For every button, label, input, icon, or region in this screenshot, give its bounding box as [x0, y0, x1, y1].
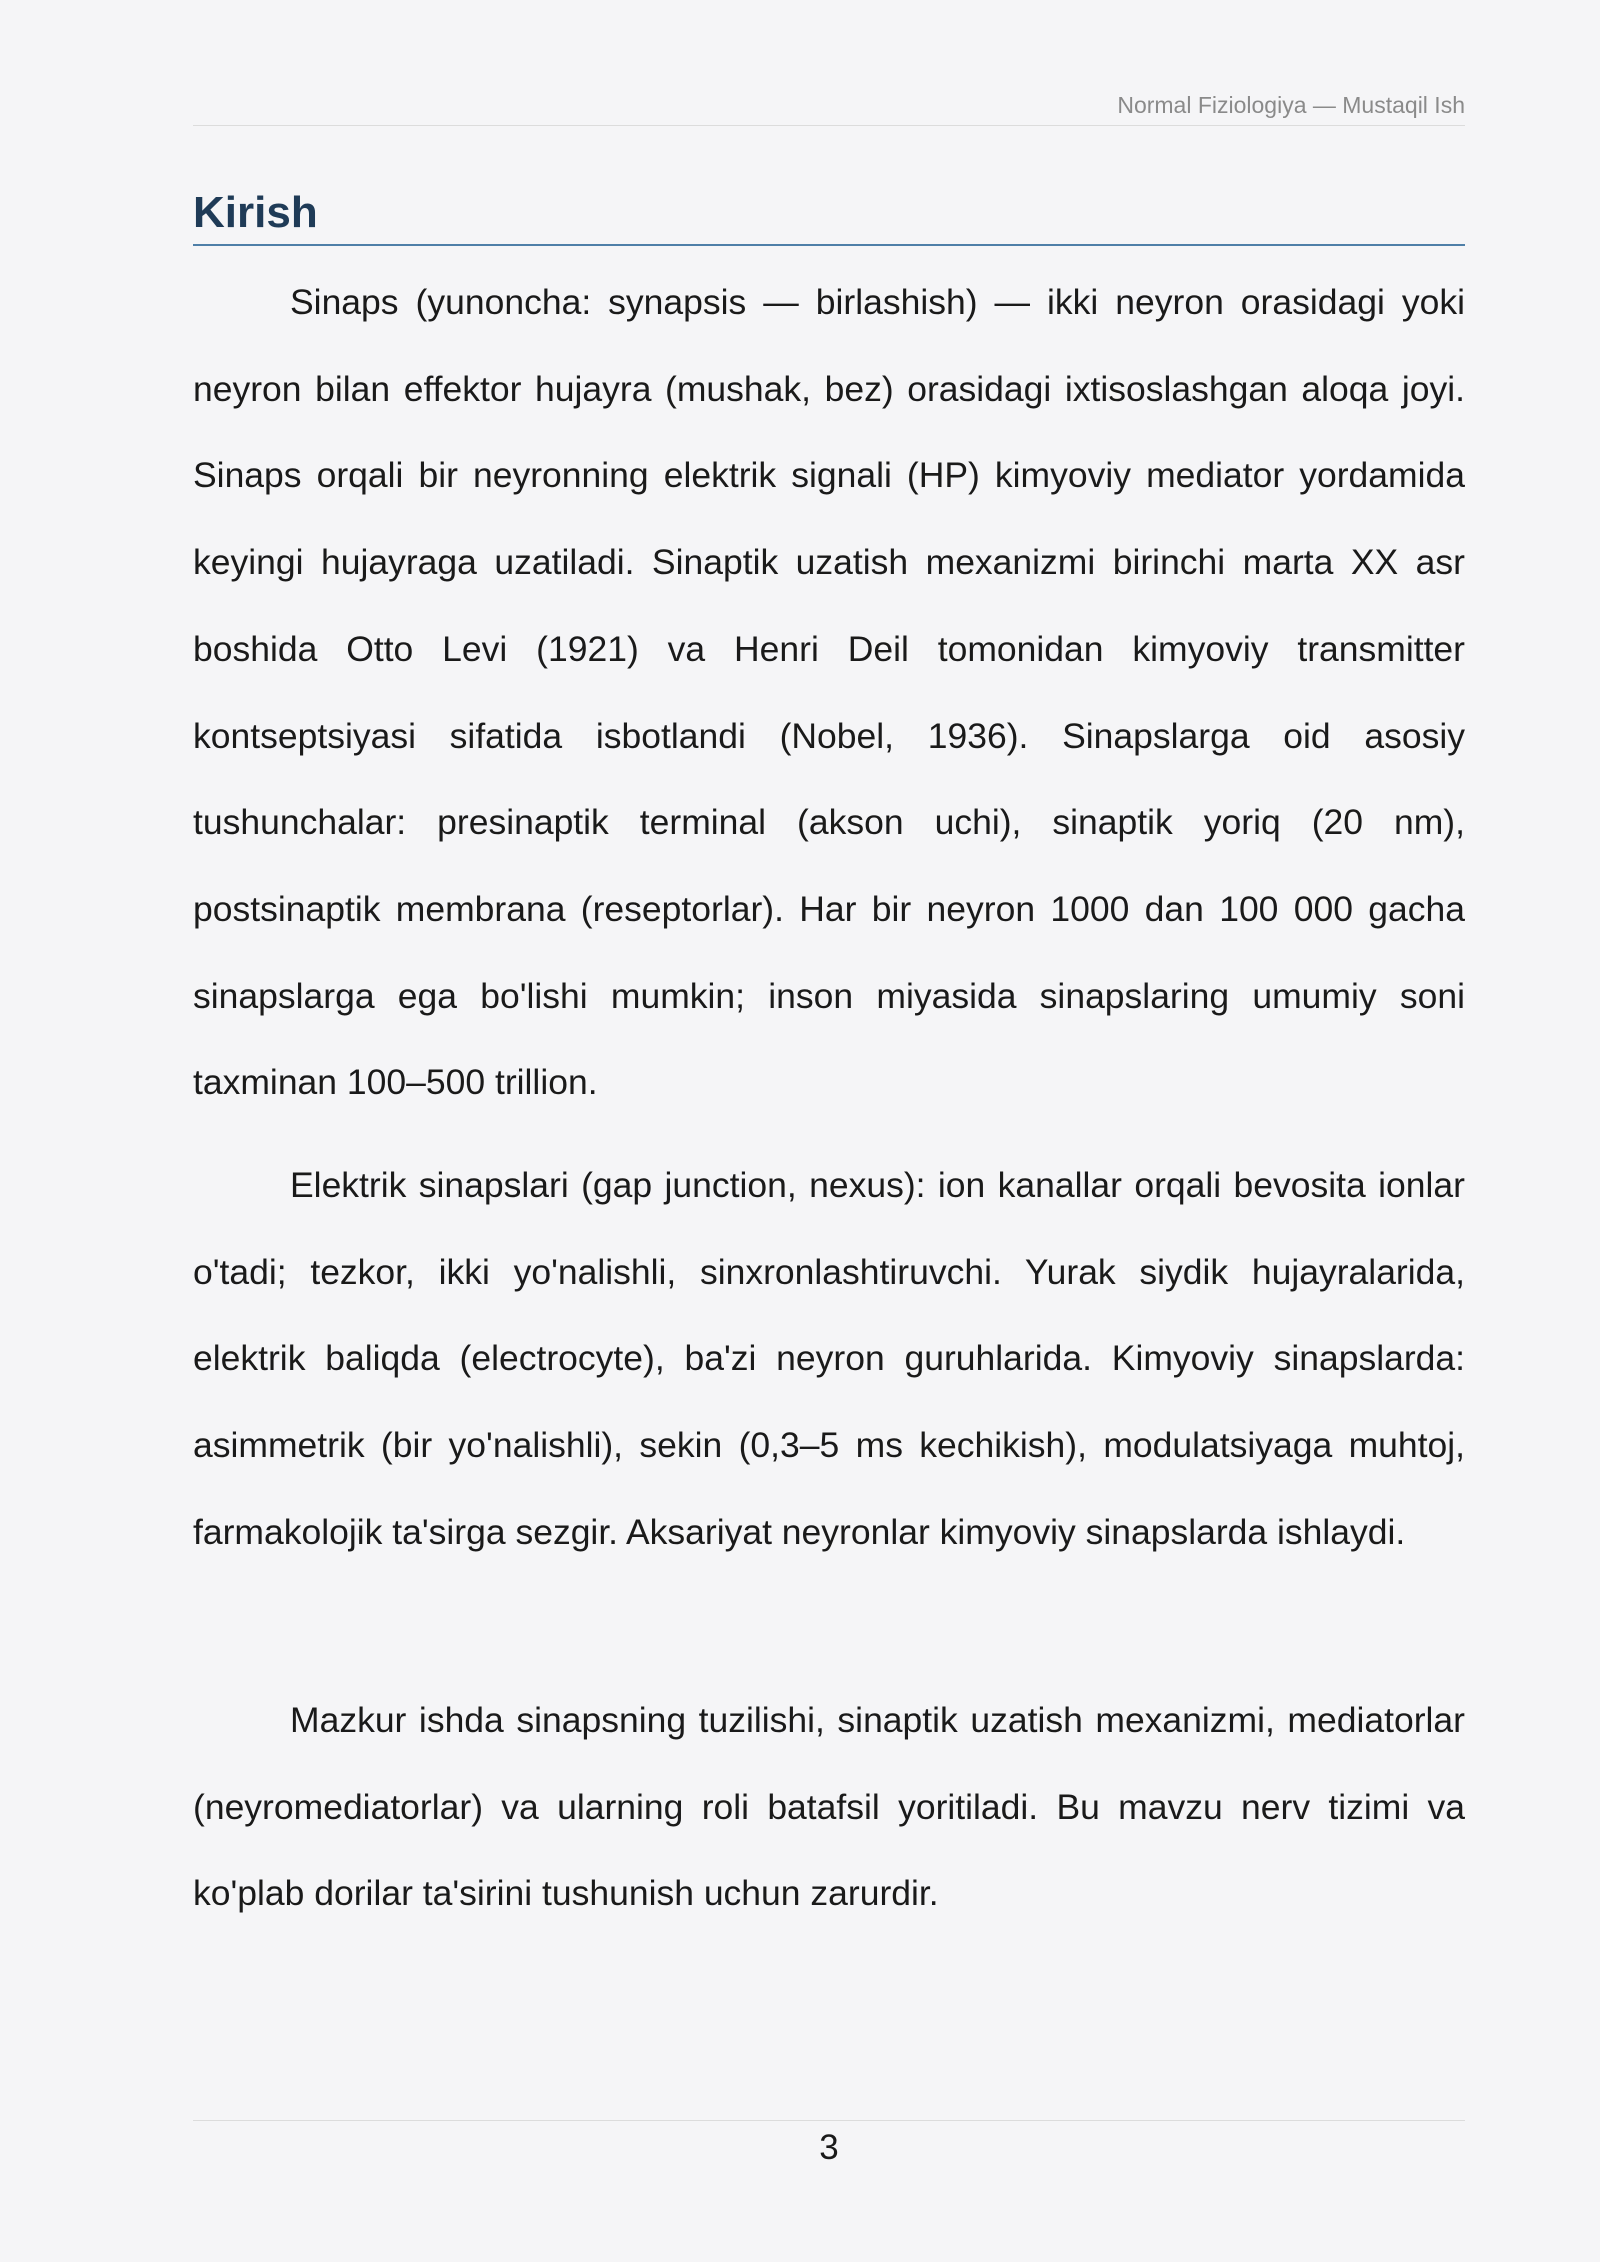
- paragraph-1: Sinaps (yunoncha: synapsis — birlashish) — ikki neyron orasidagi yoki neyron bilan effektor hujayra (mushak, bez) orasidagi ixtisoslashgan aloqa joyi. Sinaps orqali bir neyronning elektrik signali (HP) kimyoviy mediator yordamida keyingi hujayraga uzatiladi. Sinaptik uzatish mexanizmi birinchi marta XX asr boshida Otto Levi (1921) va Henri Deil tomonidan kimyoviy transmitter kontseptsiyasi sifatida isbotlandi (Nobel, 1936). Sinapslarga oid asosiy tushunchalar: presinaptik terminal (akson uchi), sinaptik yoriq (20 nm), postsinaptik membrana (reseptorlar). Har bir neyron 1000 dan 100 000 gacha sinapslarga ega bo'lishi mumkin; inson miyasida sinapslaring umumiy soni taxminan 100–500 trillion.: [193, 282, 1465, 1103]
- header-divider: [193, 125, 1465, 126]
- running-header: Normal Fiziologiya — Mustaqil Ish: [1117, 92, 1465, 118]
- section-heading: Kirish: [193, 188, 318, 237]
- paragraph-3: Mazkur ishda sinapsning tuzilishi, sinaptik uzatish mexanizmi, mediatorlar (neyromediatorlar) va ularning roli batafsil yoritiladi. Bu mavzu nerv tizimi va ko'plab dorilar ta'sirini tushunish uchun zarurdir.: [193, 1700, 1465, 1914]
- heading-underline: [193, 244, 1465, 246]
- paragraph-2: Elektrik sinapslari (gap junction, nexus): ion kanallar orqali bevosita ionlar o'tadi; tezkor, ikki yo'nalishli, sinxronlashtiruvchi. Yurak siydik hujayralarida, elektrik baliqda (electrocyte), ba'zi neyron guruhlarida. Kimyoviy sinapslarda: asimmetrik (bir yo'nalishli), sekin (0,3–5 ms kechikish), modulatsiyaga muhtoj, farmakolojik ta'sirga sezgir. Aksariyat neyronlar kimyoviy sinapslarda ishlaydi.: [193, 1165, 1465, 1552]
- page-number: 3: [819, 2128, 839, 2167]
- footer-divider: [193, 2120, 1465, 2121]
